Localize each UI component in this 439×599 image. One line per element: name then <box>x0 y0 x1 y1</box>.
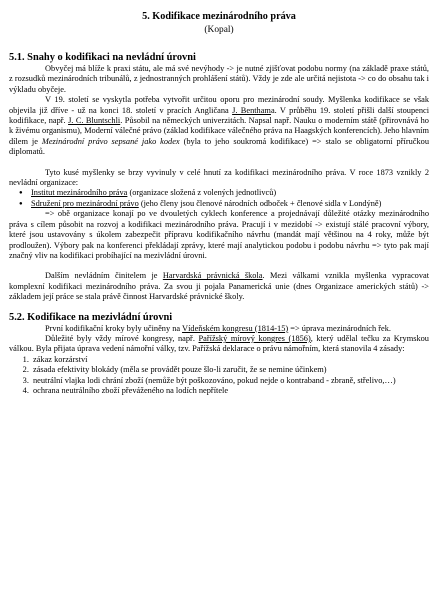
text-run: (byla to jeho soukromá kodifikace) => stalo se obligatorní příručkou diplomatů. <box>9 136 429 157</box>
text-run: . Působil na německých univerzitách. Napsal např. Nauku o moderním státě (přirovnává ho k živému organismu), Moderní válečné právo (základ kodifikace válečného práva na Haagských konferencích). Jeho hlavním dílem je <box>9 116 429 146</box>
text-run: a. V průběhu 19. století přišli další stoupenci kodifikace, např. <box>9 105 430 126</box>
organizations-list <box>9 188 429 209</box>
paragraph-paris <box>9 334 429 355</box>
text-run: První kodifikační kroky byly učiněny na <box>45 323 183 333</box>
list-item: 4. ochrana neutrálního zboží převáženého na lodích nepřítele <box>31 386 429 396</box>
text-run: (organizace složená z volených jednotlivců) <box>127 188 277 198</box>
document-title: 5. Kodifikace mezinárodního práva <box>142 11 296 22</box>
paragraph-codification-history <box>9 95 429 157</box>
paragraph-conferences: => obě organizace konají po ve dvouletých cyklech konference a projednávají důležité otázky mezinárodního práva s cílem působit na rozvoj a kodifikaci mezinárodního práva. Pracují i v mezidobí -> existují stálé pracovní výbory, které jsou ustavovány s úkolem zabezpečit přípravu kodifikačního návrhu (mandát mají většinou na 4 roky, může být prodloužen). Výbory pak na konferenci překládají zprávy, které mají analytickou podobu i podobu návrhu => tyto pak mají značný vliv na kodifikaci probíhající na mezivládní úrovni. <box>9 209 429 260</box>
link-bentham[interactable]: J. Bentham <box>232 105 271 115</box>
list-item <box>31 199 429 209</box>
text-run: Dalším nevládním činitelem je <box>45 271 163 281</box>
link-paris-congress[interactable]: Pařížský mírový kongres (1856) <box>198 333 311 343</box>
list-item: 3. neutrální vlajka lodi chrání zboží (nemůže být poškozováno, pokud nejde o kontraband - zbraně, střelivo,…) <box>31 376 429 386</box>
paragraph-organizations-intro: Tyto kusé myšlenky se brzy vyvinuly v celé hnutí za kodifikaci mezinárodního práva. V roce 1873 vznikly 2 nevládní organizace: <box>9 167 429 188</box>
text-run: , který udělal tečku za Krymskou válkou. Byla přijata úprava vedení námořní války, tzv. Pařížská deklarace o právu námořním, která stanovila 4 zásady: <box>9 333 429 354</box>
link-association[interactable]: Sdružení pro mezinárodní právo <box>31 198 139 208</box>
principles-list <box>9 355 429 397</box>
section-heading-5-1: 5.1. Snahy o kodifikaci na nevládní úrovni <box>9 52 196 63</box>
text-run: . Mezi válkami vznikla myšlenka vypracovat komplexní kodifikaci mezinárodního práva. Za svou ji pojala Panamerická unie (dnes Organizace amerických států) -> základem její práce se stala právě činnost Harvardské právnické školy. <box>9 271 430 302</box>
list-item: 1. zákaz korzárství <box>31 355 429 365</box>
text-run: V 19. století se vyskytla potřeba vytvořit určitou oporu pro mezinárodní soudy. Myšlenka kodifikace se však objevila již dříve - už na konci 18. století v pracích Angličana <box>9 95 429 115</box>
paragraph-custom-law: Obvyčej má blíže k praxi státu, ale má své nevýhody -> je nutné zjišťovat podobu normy (na základě praxe států, z rozsudků mezinárodních tribunálů, z jednostranných prohlášení států). Vždy je zde ale určitá nejistota -> co do obsahu tak i výkladu obyčeje. <box>9 64 429 94</box>
list-item <box>31 188 429 198</box>
text-run: Důležité byly vždy mírové kongresy, např. <box>45 333 199 343</box>
text-run: => úprava mezinárodních řek. <box>288 323 391 333</box>
link-institute[interactable]: Institut mezinárodního práva <box>31 188 128 198</box>
link-vienna-congress[interactable]: Vídeňském kongresu (1814-15) <box>182 323 289 333</box>
link-bluntschli[interactable]: J. C. Bluntschli <box>68 116 121 126</box>
list-item: 2. zásada efektivity blokády (měla se provádět pouze šlo-li zaručit, že se nemine účinkem) <box>31 365 429 375</box>
section-heading-5-2: 5.2. Kodifikace na mezivládní úrovni <box>9 311 173 323</box>
link-harvard[interactable]: Harvardská právnická škola <box>162 271 263 281</box>
text-run: (jeho členy jsou členové národních odboček + členové sidla v Londýně) <box>138 198 382 208</box>
book-title: Mezinárodní právo sepsané jako kodex <box>41 136 180 146</box>
paragraph-vienna <box>9 324 429 334</box>
document-subtitle: (Kopal) <box>204 25 234 35</box>
paragraph-harvard <box>9 271 429 302</box>
